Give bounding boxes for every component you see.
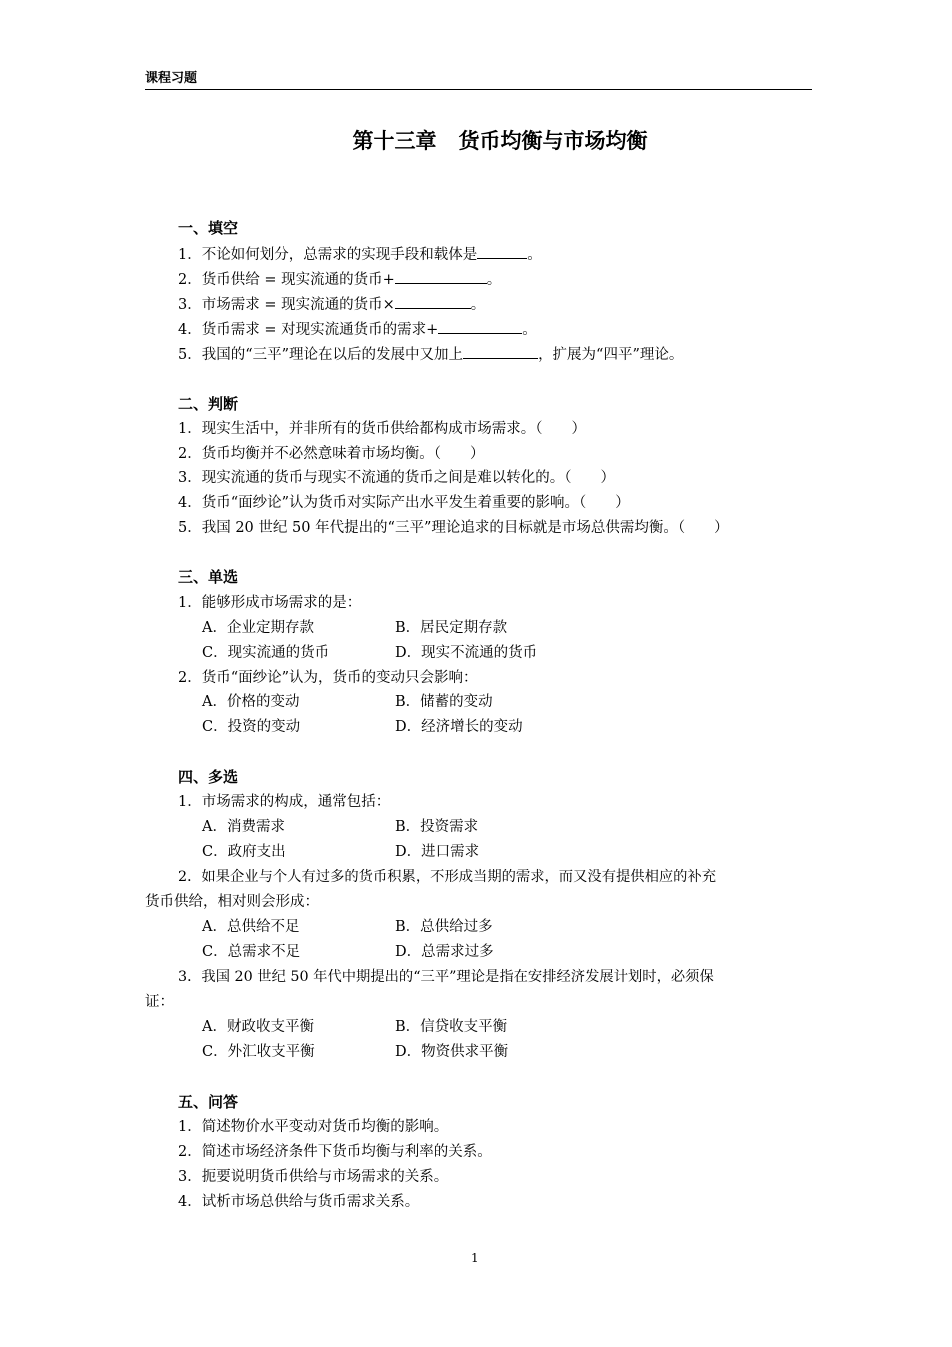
course-label: 课程习题 [145, 71, 198, 86]
fill-item-text: 3．市场需求 = 现实流通的货币× [178, 297, 395, 313]
fill-item [178, 244, 542, 265]
option-a: A．总供给不足 [202, 919, 300, 935]
question-stem: 3．我国 20 世纪 50 年代中期提出的“三平”理论是指在安排经济发展计划时，必须保 [178, 969, 714, 985]
section-heading-fill: 一、填空 [178, 219, 239, 237]
chapter-number: 第十三章 [352, 129, 437, 153]
fill-item-text: 4．货币需求 = 对现实流通货币的需求+ [178, 322, 439, 338]
option-d: D．总需求过多 [395, 944, 494, 960]
option-d: D．现实不流通的货币 [395, 645, 538, 661]
option-a: A．财政收支平衡 [202, 1019, 314, 1035]
question-stem: 2．货币“面纱论”认为，货币的变动只会影响： [178, 670, 478, 686]
option-b: B．居民定期存款 [395, 620, 508, 636]
question-stem: 1．能够形成市场需求的是： [178, 595, 362, 611]
qa-item: 3．扼要说明货币供给与市场需求的关系。 [178, 1169, 449, 1185]
fill-item-text: 。 [470, 297, 486, 313]
option-c: C．总需求不足 [202, 944, 301, 960]
fill-item-text: 5．我国的“三平”理论在以后的发展中又加上 [178, 347, 464, 363]
option-d: D．物资供求平衡 [395, 1044, 509, 1060]
option-a: A．企业定期存款 [202, 620, 314, 636]
option-c: C．外汇收支平衡 [202, 1044, 315, 1060]
question-stem-continued: 证： [145, 994, 174, 1010]
fill-item [178, 269, 501, 290]
section-heading-qa: 五、问答 [178, 1093, 239, 1111]
option-b: B．投资需求 [395, 819, 479, 835]
fill-item-text: ，扩展为“四平”理论。 [538, 347, 684, 363]
page-header [145, 70, 812, 90]
fill-item-text: 。 [522, 322, 537, 338]
answer-blank [395, 269, 487, 284]
fill-item-text: 。 [486, 272, 502, 288]
option-b: B．信贷收支平衡 [395, 1019, 508, 1035]
option-a: A．消费需求 [202, 819, 285, 835]
option-a: A．价格的变动 [202, 694, 300, 710]
page-title [145, 126, 855, 156]
judge-item: 3．现实流通的货币与现实不流通的货币之间是难以转化的。（ ） [178, 470, 615, 486]
page-number: 1 [471, 1251, 479, 1265]
judge-item: 1．现实生活中，并非所有的货币供给都构成市场需求。（ ） [178, 421, 586, 437]
qa-item: 2．简述市场经济条件下货币均衡与利率的关系。 [178, 1144, 492, 1160]
qa-item: 1．简述物价水平变动对货币均衡的影响。 [178, 1119, 449, 1135]
answer-blank [477, 244, 527, 259]
judge-item: 2．货币均衡并不必然意味着市场均衡。（ ） [178, 446, 485, 462]
judge-item: 4．货币“面纱论”认为货币对实际产出水平发生着重要的影响。（ ） [178, 495, 630, 511]
question-stem: 1．市场需求的构成，通常包括： [178, 794, 391, 810]
fill-item [178, 344, 683, 365]
answer-blank [438, 319, 522, 334]
option-c: C．现实流通的货币 [202, 645, 330, 661]
section-heading-multi: 四、多选 [178, 768, 239, 786]
option-c: C．政府支出 [202, 844, 286, 860]
fill-item [178, 319, 537, 340]
fill-item-text: 1．不论如何划分，总需求的实现手段和载体是 [178, 247, 478, 263]
fill-item-text: 2．货币供给 = 现实流通的货币+ [178, 272, 395, 288]
option-d: D．经济增长的变动 [395, 719, 523, 735]
chapter-name: 货币均衡与市场均衡 [458, 129, 648, 153]
option-b: B．储蓄的变动 [395, 694, 493, 710]
section-heading-judge: 二、判断 [178, 395, 239, 413]
option-d: D．进口需求 [395, 844, 480, 860]
question-stem: 2．如果企业与个人有过多的货币积累，不形成当期的需求，而又没有提供相应的补充 [178, 869, 717, 885]
option-b: B．总供给过多 [395, 919, 493, 935]
fill-item-text: 。 [527, 247, 542, 263]
option-c: C．投资的变动 [202, 719, 301, 735]
section-heading-single: 三、单选 [178, 568, 239, 586]
answer-blank [395, 294, 471, 309]
question-stem-continued: 货币供给，相对则会形成： [145, 894, 319, 910]
answer-blank [463, 344, 538, 359]
fill-item [178, 294, 485, 315]
qa-item: 4．试析市场总供给与货币需求关系。 [178, 1194, 420, 1210]
judge-item: 5．我国 20 世纪 50 年代提出的“三平”理论追求的目标就是市场总供需均衡。（ ） [178, 520, 729, 536]
